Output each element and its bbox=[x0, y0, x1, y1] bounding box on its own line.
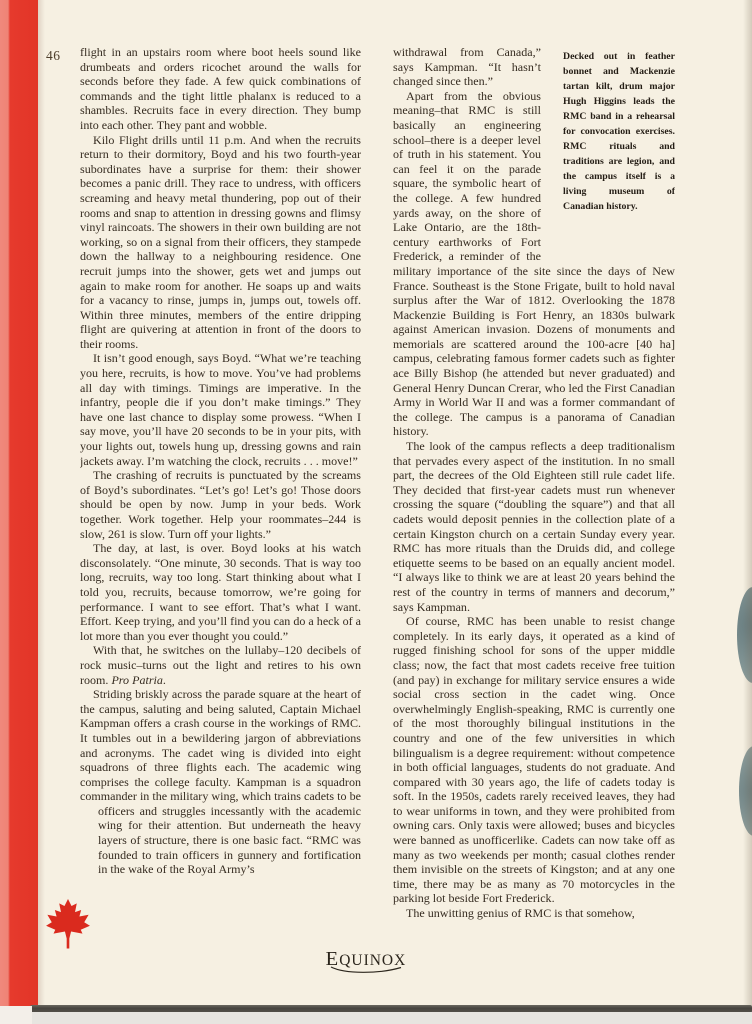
body-paragraph: Kilo Flight drills until 11 p.m. And when the recruits return to their dormitory, Boyd and his two fourth-year subordinates have a surprise for them: their shower becomes a panic drill. They race to undress, with officers screaming and heavy metal thundering, pop out of their rooms and snap to attention in dressing gowns and flimsy vinyl raincoats. The showers in their own building are not working, so on a signal from their officers, they stampede down the hallway to a neighbouring residence. One recruit jumps into the shower, gets wet and jumps out again to make room for another. He soaps up and waits for a vacancy to rinse, jumps in, jumps out, towels off. Within three minutes, members of the entire dripping flight are quivering at attention in front of the doors to their rooms. bbox=[80, 132, 361, 351]
maple-leaf-wrap-spacer bbox=[80, 804, 98, 864]
bottom-left-corner bbox=[0, 1006, 32, 1024]
body-paragraph: Of course, RMC has been unable to resist change completely. In its early days, it operated as a kind of rugged finishing school for sons of the upper middle class; now, the fact that most cadets receive free tuition (and pay) in exchange for military service ensures a wide social cross section in the cadet wing. Once overwhelmingly English-speaking, RMC is currently one of the most thoroughly bilingual institutions in the country and one of the few universities in which bilingualism is a degree requirement: without competence in both official languages, students do not graduate. And compared with 30 years ago, the life of cadets today is soft. In the 1950s, cadets rarely received leaves, they had to wear uniforms in town, and they were prohibited from owning cars. Only taxis were allowed; buses and bicycles were banned as unofficerlike. Cadets can now take off as many as two weekends per month; casual clothes render them invisible on the streets of Kingston; and at any one time, there may be as many as 70 motorcycles in the parking lot beside Fort Frederick. bbox=[393, 614, 675, 906]
body-paragraph: Apart from the obvious meaning–that RMC is still basically an engineering school–there is a deeper level of truth in his statement. You can feel it on the parade square, the symbolic heart of the college. A few hundred yards away, on the shore of Lake Ontario, are the 18th-century earthworks of Fort Frederick, a reminder of the military importance of the site since the days of New France. Southeast is the Stone Frigate, built to hold naval surplus after the War of 1812. Overlooking the 1878 Mackenzie Building is Fort Henry, an 1830s bulwark against American invasion. Dozens of monuments and memorials are scattered around the 100-acre [40 ha] campus, celebrating famous former cadets such as fighter ace Billy Bishop (he attended but never graduated) and General Henry Duncan Crerar, who led the First Canadian Army in World War II and was a former commandant of the college. The campus is a panorama of Canadian history. bbox=[393, 88, 675, 439]
paragraph-text: Striding briskly across the parade square at the heart of the campus, saluting and being saluted, Captain Michael Kampman offers a crash course in the workings of RMC. It tumbles out in a bewildering jargon of abbreviations and acronyms. The cadet wing is divided into eight squadrons of three flights each. The academic wing comprises the college faculty. Kampman is a squadron commander in the military wing, which trains cadets to be officers and struggles incessantly with the academic bbox=[80, 687, 361, 818]
background-surface bbox=[0, 1012, 752, 1024]
right-text-column bbox=[393, 45, 675, 1001]
body-paragraph bbox=[80, 687, 361, 877]
equinox-magazine-logo bbox=[318, 950, 414, 975]
motto-text: Pro Patria bbox=[111, 672, 163, 687]
equinox-logo-text: EQUINOX bbox=[325, 948, 407, 970]
page-right-edge-shadow bbox=[743, 0, 752, 1006]
page-number: 46 bbox=[46, 48, 61, 63]
body-paragraph: withdrawal from Canada,” says Kampman. “It hasn’t changed since then.” bbox=[393, 45, 541, 89]
left-text-column bbox=[80, 45, 361, 1001]
body-paragraph: The unwitting genius of RMC is that somehow, bbox=[406, 906, 635, 921]
body-paragraph bbox=[80, 643, 361, 687]
body-paragraph: The look of the campus reflects a deep traditionalism that pervades every aspect of the institution. In no small part, the decrees of the Old Eighteen still rule cadet life. They decided that first-year cadets must run whenever crossing the square (“doubling the square”) and that all cadets would deposit pennies in the collection plate of a certain Kingston church on a certain Sunday every year. RMC has more rituals than the Druids did, and college etiquette seems to be based on an equally ancient model. “I always like to think we are at least 20 years behind the rest of the country in terms of manners and decorum,” says Kampman. bbox=[393, 439, 675, 614]
spine-shadow bbox=[38, 0, 45, 1006]
paragraph-text: . bbox=[162, 672, 166, 687]
body-paragraph: The day, at last, is over. Boyd looks at his watch disconsolately. “One minute, 30 seconds. That is way too long, recruits, way too long. Start thinking about what I told you, recruits, because tomorrow, we’re going for performance. I want to see effort. That’s what I want. Effort. Keep trying, and you’ll find you can do a heck of a lot more than you ever thought you could.” bbox=[80, 541, 361, 643]
paragraph-text: With that, he switches on the lullaby–120 decibels of rock music–turns out the light and retires to his own room. bbox=[80, 643, 361, 687]
body-paragraph: flight in an upstairs room where boot heels sound like drumbeats and orders ricochet around the walls for seconds before they fade. A few quick combinations of commands and the tight little phalanx is reduced to a shambles. Recruits face in every direction. They bump into each other. They pant and wobble. bbox=[80, 45, 361, 132]
paragraph-text: wing for their attention. But underneath the heavy layers of structure, there is one basic fact. “RMC was founded to train officers in gunnery and fortification in the wake of the Royal Army’s bbox=[98, 818, 361, 877]
photo-caption: Decked out in feather bonnet and Mackenzie tartan kilt, drum major Hugh Higgins leads the RMC band in a rehearsal for convocation exercises. RMC rituals and traditions are legion, and the campus itself is a living museum of Canadian history. bbox=[563, 51, 675, 212]
spine-red-strip bbox=[0, 0, 38, 1006]
maple-leaf-icon bbox=[46, 899, 90, 949]
body-paragraph: It isn’t good enough, says Boyd. “What we’re teaching you here, recruits, is how to move. You’ve had problems all day with timings. Timings are imperative. In the infantry, people die if you don’t make timings.” They have one last chance to display some prowess. “When I say move, you’ll have 20 seconds to be in your pits, with your lights out, towels hung up, dressing gowns and rain jackets away. I’m watching the clock, recruits . . . move!” bbox=[80, 351, 361, 468]
body-paragraph: The crashing of recruits is punctuated by the screams of Boyd’s subordinates. “Let’s go! Let’s go! Those doors should be open by now. Jump in your beds. Work together. Work together. Help your roommates–244 is slow, 261 is slow. Turn off your lights.” bbox=[80, 468, 361, 541]
